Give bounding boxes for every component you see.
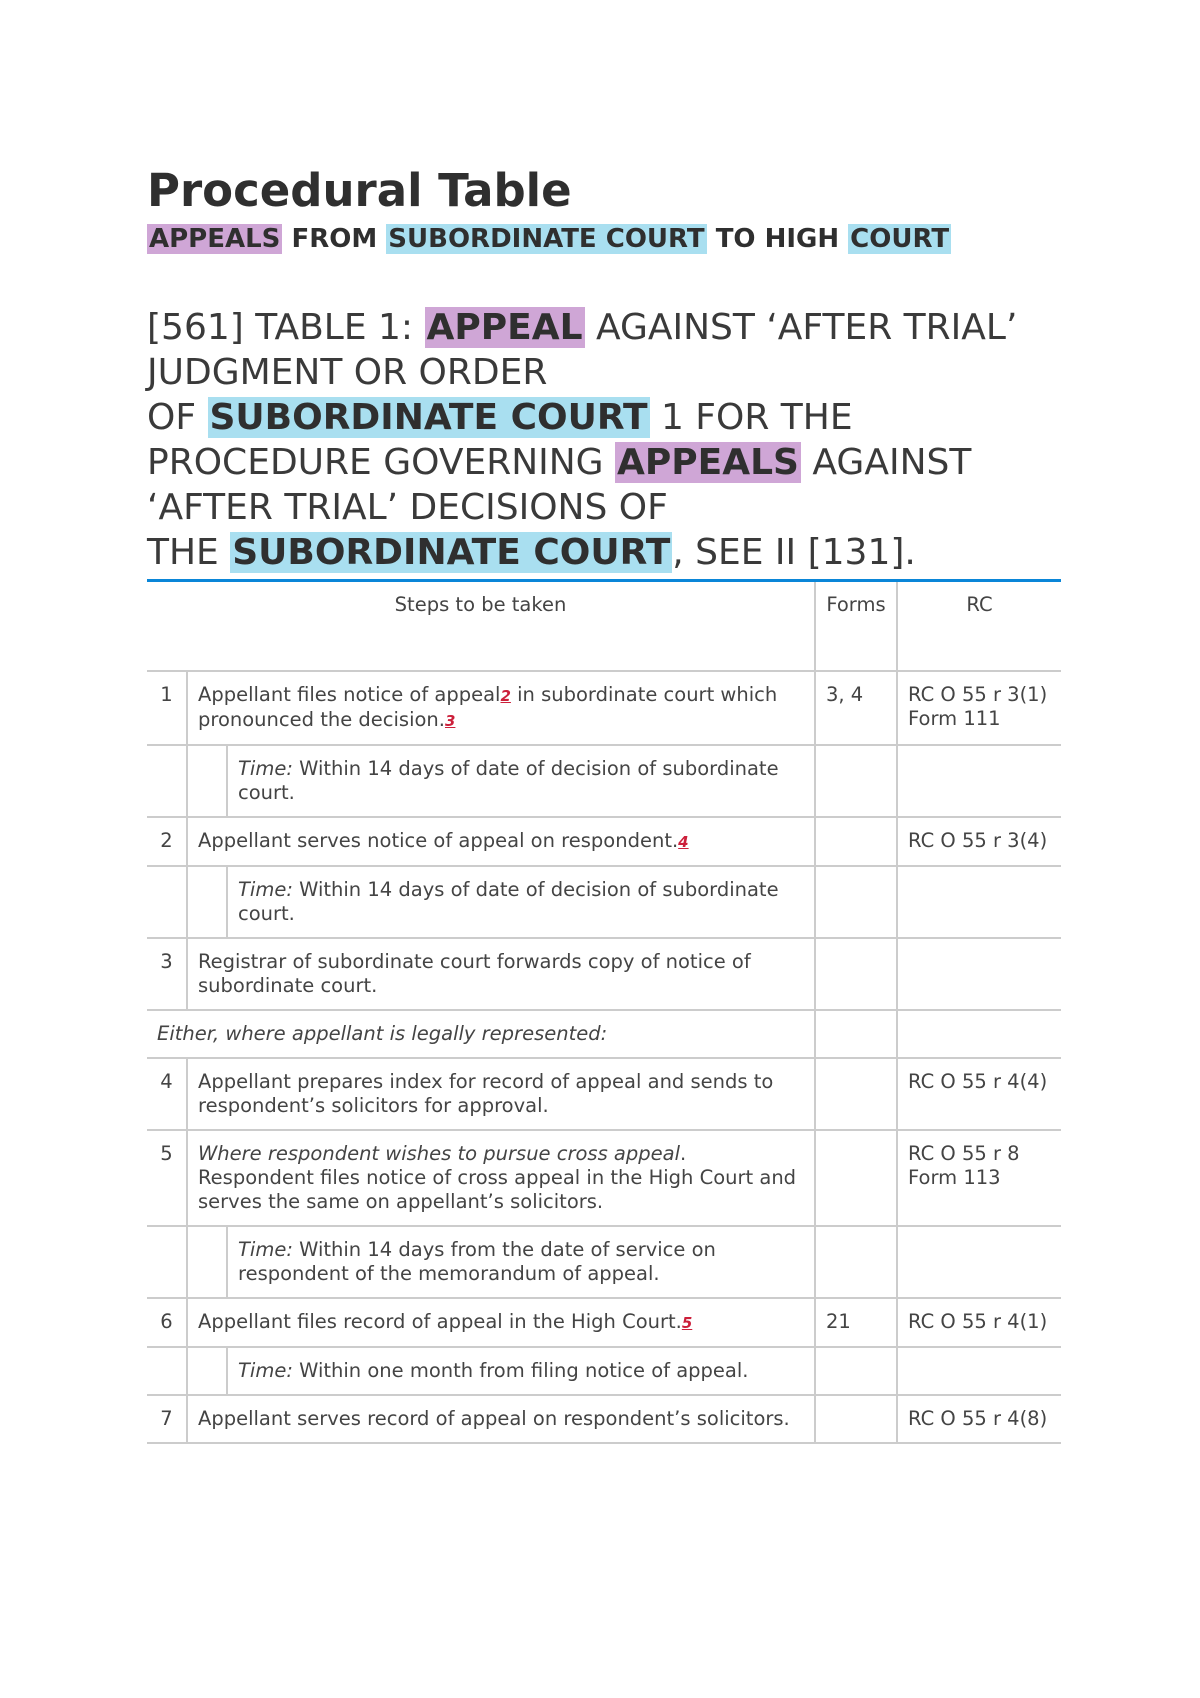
step-forms: 21 — [815, 1298, 897, 1347]
step-number: 6 — [147, 1298, 187, 1347]
table-row — [147, 817, 1061, 866]
time-label: Time: — [238, 756, 293, 780]
heading-part: OF — [147, 396, 208, 438]
heading-part: [561] TABLE 1: — [147, 306, 425, 348]
empty-cell — [815, 1226, 897, 1298]
subtitle-part: SUBORDINATE COURT — [388, 223, 705, 254]
step-rc: RC O 55 r 4(4) — [897, 1058, 1061, 1130]
table-header-row — [147, 582, 1061, 671]
footnote-link[interactable]: 2 — [500, 686, 511, 705]
time-text: Within one month from filing notice of appeal. — [292, 1358, 749, 1382]
step-description: Appellant serves record of appeal on respondent’s solicitors. — [198, 1406, 790, 1430]
step-description: Appellant files notice of appeal — [198, 682, 501, 706]
empty-cell — [815, 1010, 897, 1058]
header-forms: Forms — [815, 582, 897, 671]
table-row — [147, 1298, 1061, 1347]
footnote-link[interactable]: 5 — [681, 1313, 693, 1332]
step-number: 4 — [147, 1058, 187, 1130]
table-row — [147, 671, 1061, 745]
table-row — [147, 1395, 1061, 1443]
heading-part: PROCEDURE GOVERNING — [147, 441, 616, 483]
step-forms — [815, 1130, 897, 1226]
step-forms: 3, 4 — [815, 671, 897, 745]
heading-line — [147, 530, 1061, 575]
step-text — [187, 1395, 815, 1443]
step-condition: Where respondent wishes to pursue cross appeal — [198, 1141, 681, 1165]
heading-part: JUDGMENT OR ORDER — [147, 351, 548, 393]
time-limit — [227, 1226, 815, 1298]
subtitle-part: FROM — [282, 223, 387, 254]
step-text — [187, 938, 815, 1010]
empty-cell — [897, 1010, 1061, 1058]
empty-cell — [897, 745, 1061, 817]
step-text — [187, 1298, 815, 1347]
step-description: Appellant files record of appeal in the High Court. — [198, 1309, 682, 1333]
time-text: Within 14 days from the date of service on respondent of the memorandum of appeal. — [238, 1237, 716, 1285]
time-limit — [227, 745, 815, 817]
step-forms — [815, 817, 897, 866]
heading-line — [147, 395, 1061, 440]
step-number: 3 — [147, 938, 187, 1010]
table-row — [147, 938, 1061, 1010]
step-rc: RC O 55 r 4(1) — [897, 1298, 1061, 1347]
heading-line — [147, 305, 1061, 350]
step-description-cont: in subordinate court which pronounced the decision. — [198, 682, 778, 731]
heading-part: , SEE II [131]. — [672, 531, 916, 573]
procedural-table — [147, 582, 1061, 1444]
empty-cell — [147, 1226, 187, 1298]
header-steps: Steps to be taken — [147, 582, 815, 671]
empty-cell — [187, 1347, 227, 1395]
heading-part: AGAINST — [800, 441, 972, 483]
heading-line — [147, 485, 1061, 530]
subtitle-part: APPEALS — [149, 223, 281, 254]
empty-cell — [815, 866, 897, 938]
subtitle-part: COURT — [850, 223, 950, 254]
time-limit — [227, 866, 815, 938]
heading-line — [147, 350, 1061, 395]
table-heading — [147, 305, 1061, 582]
document-content — [147, 165, 1061, 1444]
time-text: Within 14 days of date of decision of subordinate court. — [238, 756, 779, 804]
heading-line — [147, 440, 1061, 485]
step-text — [187, 817, 815, 866]
step-text — [187, 671, 815, 745]
table-row — [147, 866, 1061, 938]
step-number: 7 — [147, 1395, 187, 1443]
heading-part: AGAINST ‘AFTER TRIAL’ — [584, 306, 1018, 348]
step-rc: RC O 55 r 3(4) — [897, 817, 1061, 866]
empty-cell — [147, 745, 187, 817]
empty-cell — [187, 745, 227, 817]
empty-cell — [897, 866, 1061, 938]
step-forms — [815, 938, 897, 1010]
table-row — [147, 1130, 1061, 1226]
page-title: Procedural Table — [147, 164, 572, 217]
step-rc: RC O 55 r 8 Form 113 — [897, 1130, 1061, 1226]
header-rc: RC — [897, 582, 1061, 671]
step-description: Appellant prepares index for record of appeal and sends to respondent’s solicitors for approval. — [198, 1069, 774, 1117]
heading-part: SUBORDINATE COURT — [209, 396, 648, 438]
step-forms — [815, 1395, 897, 1443]
subtitle-part: TO HIGH — [706, 223, 849, 254]
empty-cell — [147, 866, 187, 938]
time-text: Within 14 days of date of decision of subordinate court. — [238, 877, 779, 925]
time-label: Time: — [238, 877, 293, 901]
heading-part: ‘AFTER TRIAL’ DECISIONS OF — [147, 486, 668, 528]
empty-cell — [815, 1347, 897, 1395]
heading-part: 1 FOR THE — [649, 396, 853, 438]
heading-part: THE — [147, 531, 231, 573]
document-subtitle — [147, 223, 1061, 257]
step-description: . Respondent files notice of cross appeal in the High Court and serves the same on appellant’s solicitors. — [198, 1141, 797, 1213]
step-description: Registrar of subordinate court forwards copy of notice of subordinate court. — [198, 949, 751, 997]
table-body — [147, 671, 1061, 1443]
footnote-link[interactable]: 4 — [678, 832, 689, 851]
step-description: Appellant serves notice of appeal on respondent. — [198, 828, 679, 852]
footnote-link[interactable]: 3 — [444, 711, 456, 730]
step-text — [187, 1058, 815, 1130]
empty-cell — [187, 1226, 227, 1298]
table-row — [147, 1058, 1061, 1130]
time-limit — [227, 1347, 815, 1395]
table-row — [147, 745, 1061, 817]
heading-part: SUBORDINATE COURT — [232, 531, 671, 573]
empty-cell — [897, 1347, 1061, 1395]
empty-cell — [897, 1226, 1061, 1298]
condition-note: Either, where appellant is legally represented: — [147, 1010, 815, 1058]
step-number: 5 — [147, 1130, 187, 1226]
step-rc — [897, 938, 1061, 1010]
empty-cell — [187, 866, 227, 938]
step-text — [187, 1130, 815, 1226]
empty-cell — [815, 745, 897, 817]
step-rc: RC O 55 r 3(1) Form 111 — [897, 671, 1061, 745]
step-number: 2 — [147, 817, 187, 866]
heading-part: APPEAL — [426, 306, 583, 348]
time-label: Time: — [238, 1358, 293, 1382]
table-row — [147, 1010, 1061, 1058]
table-row — [147, 1226, 1061, 1298]
time-label: Time: — [238, 1237, 293, 1261]
step-rc: RC O 55 r 4(8) — [897, 1395, 1061, 1443]
heading-part: APPEALS — [617, 441, 799, 483]
step-forms — [815, 1058, 897, 1130]
empty-cell — [147, 1347, 187, 1395]
table-row — [147, 1347, 1061, 1395]
step-number: 1 — [147, 671, 187, 745]
